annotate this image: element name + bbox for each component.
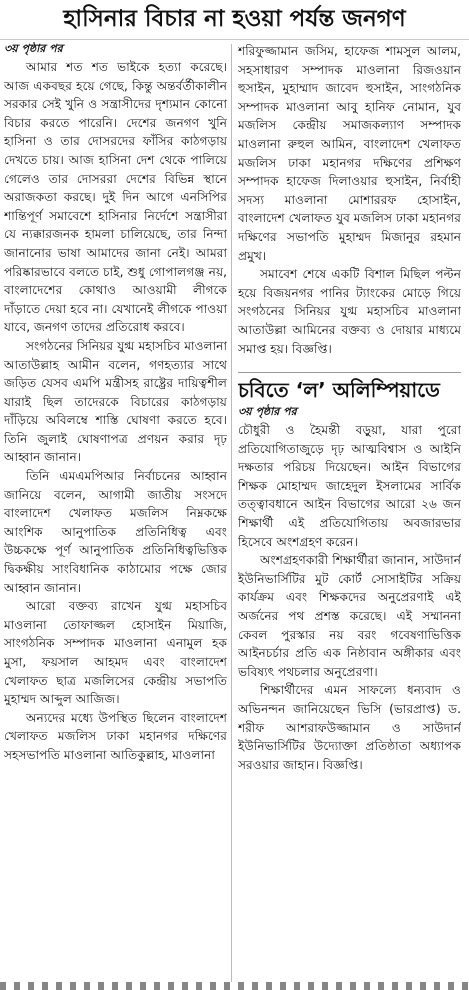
article1-paragraph: শরিফুজ্জামান জসিম, হাফেজ শামসুল আলম, সহসাধারণ সম্পাদক মাওলানা রিজওয়ান হুসাইন, মুহাম্মাদ জাবেদ হুসাইন, সাংগঠনিক সম্পাদক মাওলানা আবু হানিফ নোমান, যুব মজলিস কেন্দ্রীয় সমাজকল্যাণ সম্পাদক মাওলানা রুহুল আমিন, বাংলাদেশ খেলাফত মজলিস ঢাকা মহানগর দক্ষিণের প্রশিক্ষণ সম্পাদক হাফেজ দিলাওয়ার হুসাইন, নির্বাহী সদস্য মাওলানা মোশাররফ হোসাইন, বাংলাদেশ খেলাফত যুব মজলিস ঢাকা মহানগর দক্ষিণের সভাপতি মুহাম্মদ মিজানুর রহমান প্রমুখ। [238,44,461,263]
article1-paragraph: আরো বক্তব্য রাখেন যুগ্ম মহাসচিব মাওলানা তোফাজ্জল হোসাইন মিয়াজি, সাংগঠনিক সম্পাদক মাওলানা এনামুল হক মুসা, ফয়সাল আহমদ এবং বাংলাদেশ খেলাফত ছাত্র মজলিসের কেন্দ্রীয় সভাপতি মুহাম্মদ আব্দুল আজিজ। [4,599,227,707]
article1-paragraph: সমাবেশ শেষে একটি বিশাল মিছিল পল্টন হয়ে বিজয়নগর পানির ট্যাংকের মোড়ে গিয়ে সংগঠনের সিনিয়র যুগ্ম মহাসচিব মাওলানা আতাউল্লা আমিনের বক্তব্য ও দোয়ার মাধ্যমে সমাপ্ত হয়। বিজ্ঞপ্তি। [238,267,461,356]
right-column [238,42,461,986]
article1-paragraph: তিনি এমএমপিআর নির্বাচনের আহ্বান জানিয়ে বলেন, আগামী জাতীয় সংসদে বাংলাদেশ খেলাফত মজলিস নিম্নকক্ষে আংশিক আনুপাতিক প্রতিনিধিত্ব এবং উচ্চকক্ষে পূর্ণ আনুপাতিক প্রতিনিধিত্বভিত্তিক দ্বিকক্ষীয় সাংবিধানিক কাঠামোর পক্ষে জোর আহ্বান জানান। [4,469,227,595]
article1-paragraph: অন্যদের মধ্যে উপস্থিত ছিলেন বাংলাদেশ খেলাফত মজলিস ঢাকা মহানগর দক্ষিণের সহসভাপতি মাওলানা আতিকুল্লাহ, মাওলানা [4,710,227,762]
continued-label: ৩য় পৃষ্ঠার পর [4,42,63,55]
article1-left-column [4,42,227,986]
page-bottom-cutoff [0,982,469,990]
continued-label: ৩য় পৃষ্ঠার পর [238,405,297,419]
article2-paragraph: অংশগ্রহণকারী শিক্ষার্থীরা জানান, সাউদার্ন ইউনিভার্সিটির মুট কোর্ট সোসাইটির সক্রিয় কার্যক্রম এবং শিক্ষকদের অনুপ্রেরণাই এই অর্জনের পথ প্রশস্ত করেছে। এই সম্মাননা কেবল পুরস্কার নয় বরং গবেষণাভিত্তিক আইনচর্চার প্রতি এক নিষ্ঠাবান অঙ্গীকার এবং ভবিষ্যৎ পথচলার অনুপ্রেরণা। [238,553,461,679]
headline-divider [0,39,469,40]
headline-secondary: চবিতে ‘ল’ অলিম্পিয়াডে [238,372,461,405]
article1-paragraph: সংগঠনের সিনিয়র যুগ্ম মহাসচিব মাওলানা আতাউল্লাহ আমীন বলেন, গণহত্যার সাথে জড়িত যেসব এমপি মন্ত্রীসহ রাষ্ট্রের দায়িত্বশীল যারাই ছিল তাদেরকে বিচারের কাঠগড়ায় দাঁড়িয়ে অবিলম্বে শাস্তি ঘোষণা করতে হবে। তিনি জুলাই ঘোষণাপত্র প্রণয়ন করার দৃঢ় আহ্বান জানান। [4,338,227,465]
article2-paragraph: চৌধুরী ও হৈমন্তী বড়ুয়া, যারা পুরো প্রতিযোগিতাজুড়ে দৃঢ় আত্মবিশ্বাস ও আইনি দক্ষতার পরিচয় দিয়েছেন। আইন বিভাগের শিক্ষক মোহাম্মদ জাহেদুল ইসলামের সার্বিক তত্ত্বাবধানে আইন বিভাগের আরো ২৬ জন শিক্ষার্থী এই প্রতিযোগিতায় অবজারভার হিসেবে অংশগ্রহণ করেন। [238,423,461,549]
article2-paragraph: শিক্ষার্থীদের এমন সাফল্যে ধন্যবাদ ও অভিনন্দন জানিয়েছেন ভিসি (ভারপ্রাপ্ত) ড. শরীফ আশরাফউজ্জামান ও সাউদার্ন ইউনিভার্সিটির উদ্যোক্তা প্রতিষ্ঠাতা অধ্যাপক সরওয়ার জাহান। বিজ্ঞপ্তি। [238,683,461,772]
article1-paragraph: আমার শত শত ভাইকে হত্যা করেছে। আজ একবছর হয়ে গেছে, কিন্তু অন্তর্বর্তীকালীন সরকার সেই খুনি ও সন্ত্রাসীদের দৃশ্যমান কোনো বিচার করতে পারেনি। দেশের জনগণ খুনি হাসিনা ও তার দোসরদের ফাঁসির কাঠগড়ায় দেখতে চায়। আজ হাসিনা দেশ থেকে পালিয়ে গেলেও তার দোসররা দেশের বিভিন্ন স্থানে অরাজকতা করছে। দুই দিন আগে এনসিপির শান্তিপূর্ণ সমাবেশে হাসিনার নির্দেশে সন্ত্রাসীরা যে ন্যক্কারজনক হামলা চালিয়েছে, তার নিন্দা জানানোর ভাষা আমাদের জানা নেই। আমরা পরিষ্কারভাবে বলতে চাই, শুধু গোপালগঞ্জ নয়, বাংলাদেশের কোথাও আওয়ামী লীগকে দাঁড়াতে দেয়া হবে না। যেখানেই লীগকে পাওয়া যাবে, জনগণ তাদের প্রতিরোধ করবে। [4,60,227,335]
column-divider [231,44,232,982]
headline-main: হাসিনার বিচার না হওয়া পর্যন্ত জনগণ [63,6,406,32]
